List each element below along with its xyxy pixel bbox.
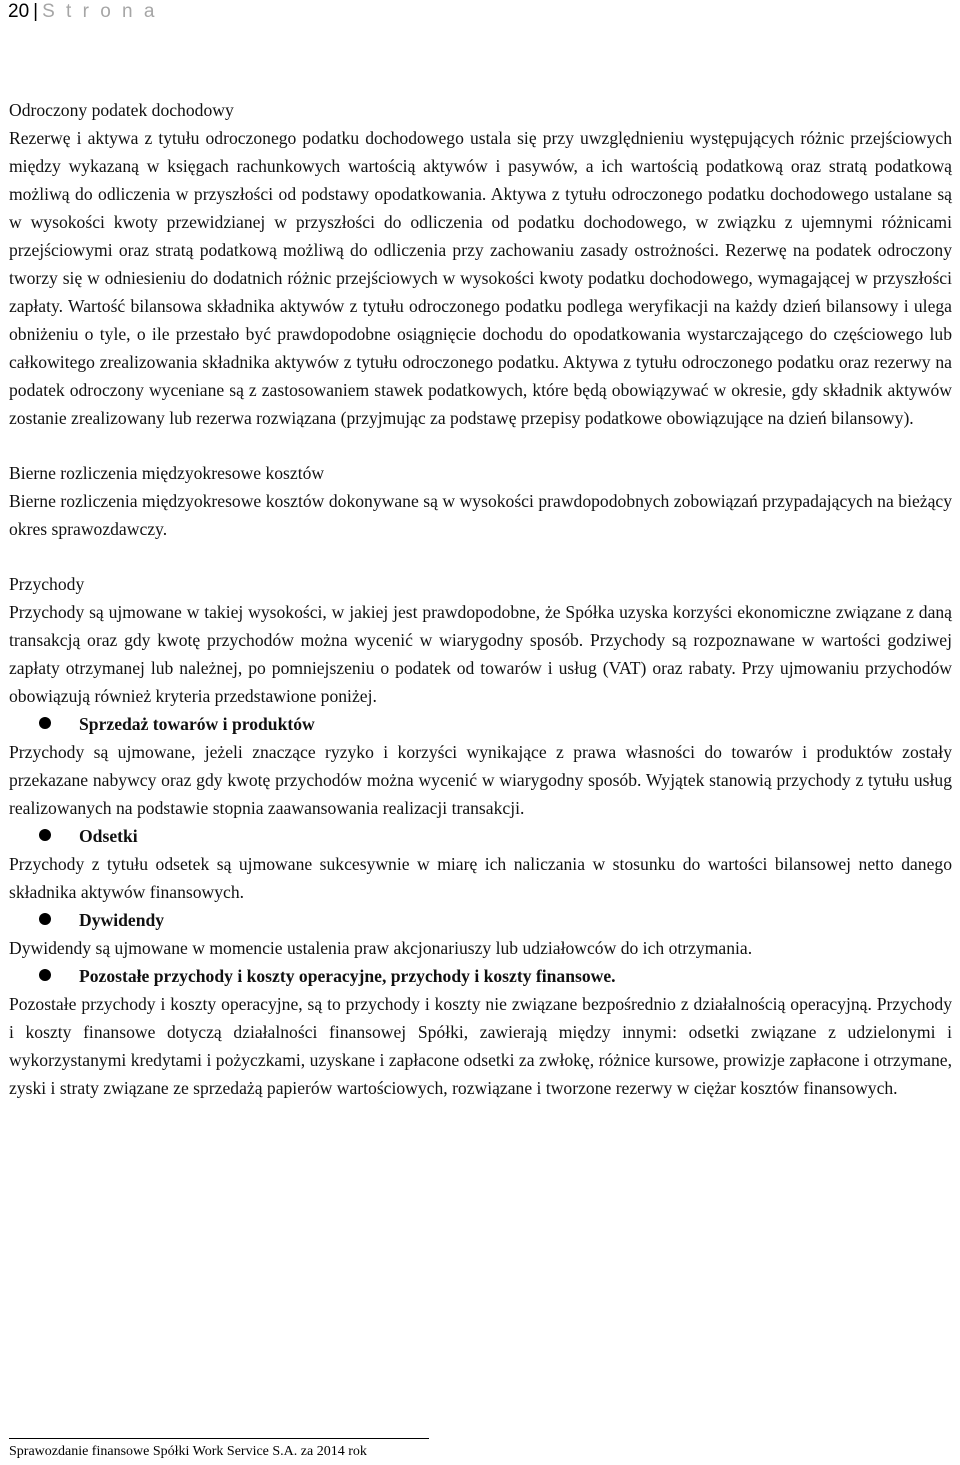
page-word: S t r o n a — [42, 1, 158, 22]
bullet-dot-icon — [39, 717, 51, 729]
bullet-text-sales: Przychody są ujmowane, jeżeli znaczące ryzyko i korzyści wynikające z prawa własności do towarów i produktów zostały przekazane nabywcy oraz gdy kwotę przychodów można wycenić w wiarygodny sposób. Wyjątek stanowią przychody z tytułu usług realizowanych na podstawie stopnia zaawansowania realizacji transakcji. — [9, 742, 952, 818]
bullet-text-interest: Przychody z tytułu odsetek są ujmowane sukcesywnie w miarę ich naliczania w stosunku do wartości bilansowej netto danego składnika aktywów finansowych. — [9, 854, 952, 902]
bullet-title: Pozostałe przychody i koszty operacyjne, przychody i koszty finansowe. — [79, 966, 616, 986]
bullet-heading-other — [9, 962, 952, 990]
bullet-heading-dividends — [9, 906, 952, 934]
section-heading-accruals: Bierne rozliczenia międzyokresowe kosztów — [9, 463, 325, 483]
bullet-text-dividends: Dywidendy są ujmowane w momencie ustalenia praw akcjonariuszy lub udziałowców do ich otrzymania. — [9, 938, 753, 958]
bullet-heading-interest — [9, 822, 952, 850]
bullet-title: Odsetki — [79, 826, 138, 846]
bullet-text-other: Pozostałe przychody i koszty operacyjne, są to przychody i koszty nie związane bezpośrednio z działalnością operacyjną. Przychody i koszty finansowe dotyczą działalności finansowej Spółki, zawierają między innymi: odsetki związane z udzielonymi i wykorzystanymi kredytami i pożyczkami, uzyskane i zapłacone odsetki za zwłokę, różnice kursowe, prowizje zapłacone i otrzymane, zyski i straty związane ze sprzedażą papierów wartościowych, rozwiązane i tworzone rezerwy w ciężar kosztów finansowych. — [9, 994, 952, 1098]
document-body — [9, 96, 952, 1102]
section-text-revenue: Przychody są ujmowane w takiej wysokości, w jakiej jest prawdopodobne, że Spółka uzyska korzyści ekonomiczne związane z daną transakcją oraz gdy kwotę przychodów można wycenić w wiarygodny sposób. Przychody są rozpoznawane w wartości godziwej zapłaty otrzymanej lub należnej, po pomniejszeniu o podatek od towarów i usług (VAT) oraz rabaty. Przy ujmowaniu przychodów obowiązują również kryteria przedstawione poniżej. — [9, 602, 952, 706]
header-separator: | — [33, 1, 39, 22]
page-number: 20 — [8, 1, 30, 22]
section-heading-revenue: Przychody — [9, 574, 85, 594]
bullet-title: Sprzedaż towarów i produktów — [79, 714, 315, 734]
bullet-title: Dywidendy — [79, 910, 165, 930]
section-text-deferred-tax: Rezerwę i aktywa z tytułu odroczonego podatku dochodowego ustala się przy uwzględnieniu występujących różnic przejściowych między wykazaną w księgach rachunkowych wartością aktywów i pasywów, a ich wartością podatkową oraz stratą podatkową możliwą do odliczenia w przyszłości od podstawy opodatkowania. Aktywa z tytułu odroczonego podatku dochodowego ustalane są w wysokości kwoty przewidzianej w przyszłości do odliczenia od podatku dochodowego, w związku z ujemnymi różnicami przejściowymi oraz stratą podatkową możliwą do odliczenia przy zachowaniu zasady ostrożności. Rezerwę na podatek odroczony tworzy się w odniesieniu do dodatnich różnic przejściowych w wysokości kwoty podatku dochodowego, wymagającej w przyszłości zapłaty. Wartość bilansowa składnika aktywów z tytułu odroczonego podatku podlega weryfikacji na każdy dzień bilansowy i ulega obniżeniu o tyle, o ile przestało być prawdopodobne osiągnięcie dochodu do opodatkowania wystarczającego do częściowego lub całkowitego zrealizowania składnika aktywów z tytułu odroczonego podatku. Aktywa z tytułu odroczonego podatku oraz rezerwy na podatek odroczony wyceniane są z zastosowaniem stawek podatkowych, które będą obowiązywać w okresie, gdy składnik aktywów zostanie zrealizowany lub rezerwa rozwiązana (przyjmując za podstawę przepisy podatkowe obowiązujące na dzień bilansowy). — [9, 128, 952, 428]
page-header — [8, 0, 157, 24]
page-footer: Sprawozdanie finansowe Spółki Work Service S.A. za 2014 rok — [9, 1444, 367, 1459]
bullet-heading-sales — [9, 710, 952, 738]
bullet-dot-icon — [39, 969, 51, 981]
section-text-accruals: Bierne rozliczenia międzyokresowe kosztów dokonywane są w wysokości prawdopodobnych zobowiązań przypadających na bieżący okres sprawozdawczy. — [9, 491, 952, 539]
section-heading-deferred-tax: Odroczony podatek dochodowy — [9, 100, 234, 120]
bullet-dot-icon — [39, 913, 51, 925]
bullet-dot-icon — [39, 829, 51, 841]
footer-divider — [9, 1438, 429, 1439]
